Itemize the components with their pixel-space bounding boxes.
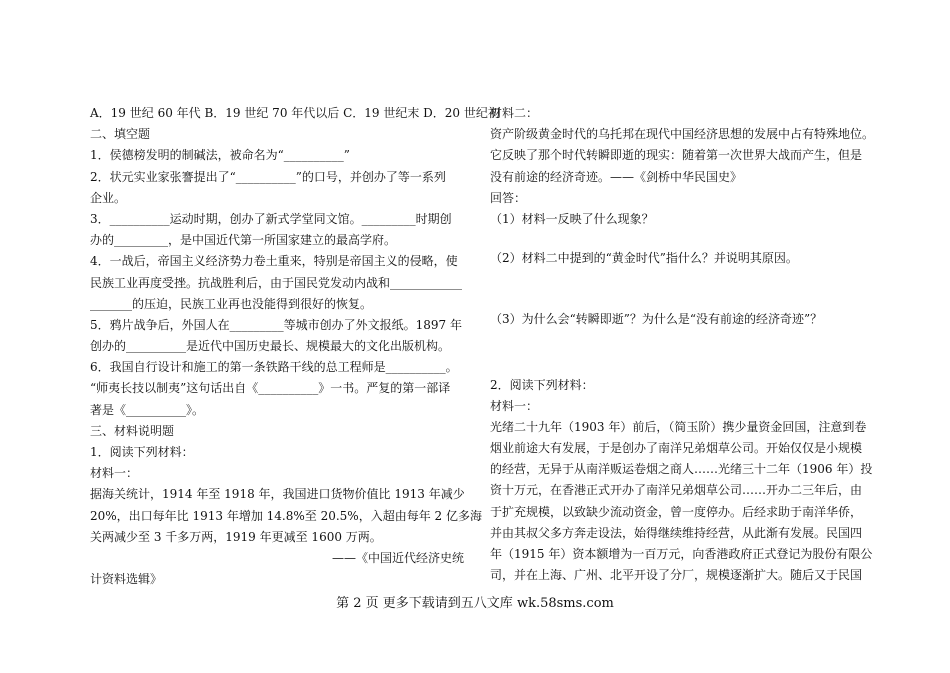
answer-space: [490, 230, 870, 248]
section-heading: 三、材料说明题: [90, 423, 175, 438]
question-line: （2）材料二中提到的“黄金时代”指什么？并说明其原因。: [490, 251, 798, 266]
text-line: 企业。: [90, 190, 127, 205]
citation: ——《中国近代经济史统: [331, 550, 464, 565]
text-line: 并由其叔父多方奔走设法，始得继续维持经营，从此渐有发展。民国四: [490, 525, 863, 540]
page-footer: 第 2 页 更多下载请到五八文库 wk.58sms.com: [336, 596, 614, 611]
text-line: 的经营，无异于从南洋贩运卷烟之商人……光绪三十二年（1906 年）投: [490, 462, 873, 477]
text-line: _______的压迫，民族工业再也没能得到很好的恢复。: [90, 296, 373, 311]
text-line: 2．阅读下列材料：: [490, 377, 594, 392]
text-line: 民族工业再度受挫。抗战胜利后，由于国民党发动内战和____________: [90, 275, 463, 290]
text-line: 1．阅读下列材料：: [90, 445, 194, 459]
text-line: 于扩充规模，以致缺少流动资金，曾一度停办。后经求助于南洋华侨，: [490, 504, 863, 519]
text-line: 3．__________运动时期，创办了新式学堂同文馆。_________时期创: [90, 211, 452, 226]
text-line: A．19 世纪 60 年代 B．19 世纪 70 年代以后 C．19 世纪末 D．20 世纪初: [90, 106, 500, 120]
text-line: 回答：: [490, 190, 527, 205]
question-line: （1）材料一反映了什么现象？: [490, 211, 654, 226]
text-line: 1．侯德榜发明的制碱法，被命名为“__________”: [90, 148, 350, 163]
citation: 计资料选辑》: [90, 572, 163, 587]
text-line: 司，并在上海、广州、北平开设了分厂，规模逐渐扩大。随后又于民国: [490, 568, 863, 583]
text-line: 资产阶级黄金时代的乌托邦在现代中国经济思想的发展中占有特殊地位。: [490, 127, 875, 142]
text-line: “师夷长技以制夷”这句话出自《__________》一书。严复的第一部译: [90, 381, 451, 396]
text-line: 6．我国自行设计和施工的第一条铁路干线的总工程师是__________。: [90, 360, 458, 375]
answer-space: [490, 331, 870, 375]
text-line: 5．鸦片战争后，外国人在_________等城市创办了外文报纸。1897 年: [90, 317, 462, 332]
text-line: 据海关统计，1914 年至 1918 年，我国进口货物价值比 1913 年减少: [90, 487, 465, 502]
text-line: 2．状元实业家张謇提出了“__________”的口号，并创办了等一系列: [90, 169, 446, 184]
answer-space: [490, 269, 870, 309]
text-line: 材料一：: [490, 398, 539, 413]
right-column: [490, 103, 875, 586]
text-line: 著是《__________》。: [90, 402, 205, 417]
left-column: [90, 103, 500, 590]
text-line: 烟业前途大有发展，于是创办了南洋兄弟烟草公司。开始仅仅是小规模: [490, 441, 863, 456]
text-line: 没有前途的经济奇迹。——《剑桥中华民国史》: [490, 169, 743, 184]
question-line: （3）为什么会“转瞬即逝”？为什么是“没有前途的经济奇迹”？: [490, 312, 823, 327]
text-line: 材料二：: [490, 106, 539, 120]
text-line: 材料一：: [90, 466, 139, 481]
text-line: 4．一战后，帝国主义经济势力卷土重来，特别是帝国主义的侵略，使: [90, 254, 458, 269]
text-line: 光绪二十九年（1903 年）前后，（简玉阶）携少量资金回国，注意到卷: [490, 419, 867, 434]
text-line: 它反映了那个时代转瞬即逝的现实：随着第一次世界大战而产生，但是: [490, 148, 863, 163]
text-line: 关两减少至 3 千多万两，1919 年更减至 1600 万两。: [90, 529, 382, 544]
text-line: 20%，出口每年比 1913 年增加 14.8%至 20.5%，入超由每年 2 亿多海: [90, 508, 482, 523]
section-heading: 二、填空题: [90, 127, 151, 142]
text-line: 年（1915 年）资本额增为一百万元，向香港政府正式登记为股份有限公: [490, 547, 873, 561]
text-line: 资十万元，在香港正式开办了南洋兄弟烟草公司……开办二三年后，由: [490, 483, 863, 498]
text-line: 办的_________，是中国近代第一所国家建立的最高学府。: [90, 233, 397, 248]
text-line: 创办的__________是近代中国历史最长、规模最大的文化出版机构。: [90, 339, 451, 354]
